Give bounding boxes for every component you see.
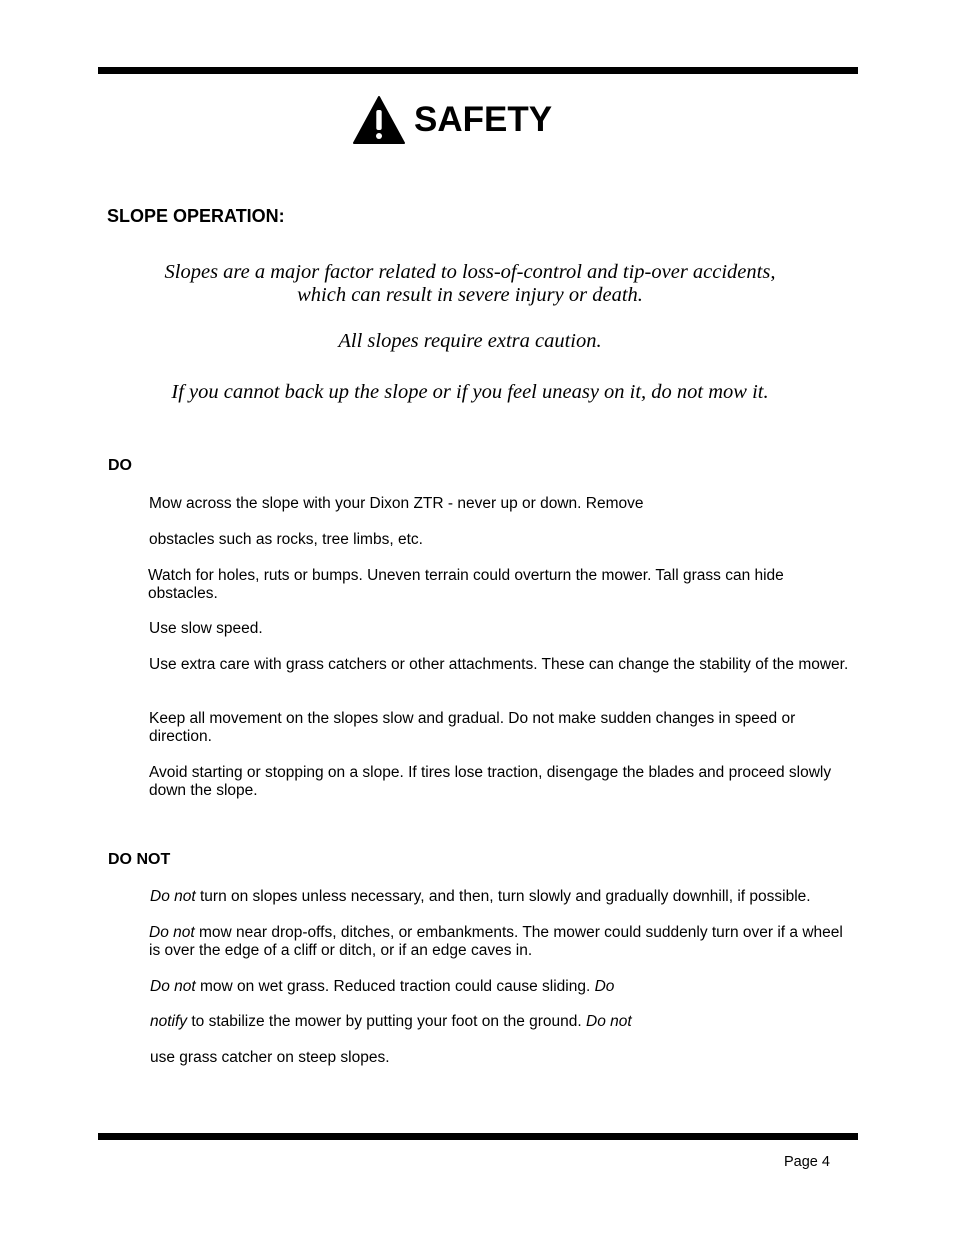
top-rule xyxy=(98,67,858,74)
warning-line: All slopes require extra caution. xyxy=(338,330,602,352)
page-title: SAFETY xyxy=(414,100,553,139)
do-item: Keep all movement on the slopes slow and gradual. Do not make sudden changes in speed or direction. xyxy=(149,710,796,745)
do-item: obstacles such as rocks, tree limbs, etc. xyxy=(149,531,423,548)
warning-triangle-icon xyxy=(352,95,406,145)
section-heading: SLOPE OPERATION: xyxy=(107,206,285,226)
do-heading: DO xyxy=(108,457,132,474)
do-item: Mow across the slope with your Dixon ZTR - never up or down. Remove xyxy=(149,495,644,512)
do-item: Avoid starting or stopping on a slope. If tires lose traction, disengage the blades and proceed slowly down the slope. xyxy=(149,764,832,799)
do-not-text: turn on slopes unless necessary, and then, turn slowly and gradually downhill, if possible. xyxy=(195,888,811,905)
do-item: Use extra care with grass catchers or other attachments. These can change the stability of the mower. xyxy=(149,656,849,673)
warning-line: If you cannot back up the slope or if you feel uneasy on it, do not mow it. xyxy=(171,381,769,403)
do-not-lead: Do not xyxy=(150,888,196,905)
do-item: Use slow speed. xyxy=(149,620,263,637)
do-not-lead: Do not xyxy=(149,924,195,941)
do-not-text: mow near drop-offs, ditches, or embankments. The mower could suddenly turn over if a wheel is over the edge of a cliff or ditch, or if an edge caves in. xyxy=(149,924,843,959)
do-not-tail: Do xyxy=(594,978,615,995)
do-not-item xyxy=(150,978,850,996)
do-not-text: use grass catcher on steep slopes. xyxy=(150,1049,390,1066)
do-not-tail: Do not xyxy=(586,1013,632,1030)
bottom-rule xyxy=(98,1133,858,1140)
do-not-item xyxy=(149,924,849,960)
do-not-item xyxy=(150,1013,850,1031)
do-not-heading: DO NOT xyxy=(108,851,171,868)
do-not-lead: notify xyxy=(150,1013,188,1030)
page-number: Page 4 xyxy=(784,1154,830,1170)
do-not-lead: Do not xyxy=(150,978,196,995)
warning-line: which can result in severe injury or death. xyxy=(297,284,643,306)
warning-line: Slopes are a major factor related to loss-of-control and tip-over accidents, xyxy=(164,261,776,283)
do-not-item xyxy=(150,888,850,906)
title-block xyxy=(352,95,552,145)
do-not-item xyxy=(150,1049,850,1067)
do-not-text: mow on wet grass. Reduced traction could cause sliding. xyxy=(195,978,595,995)
do-not-text: to stabilize the mower by putting your foot on the ground. xyxy=(187,1013,586,1030)
do-item: Watch for holes, ruts or bumps. Uneven terrain could overturn the mower. Tall grass can hide obstacles. xyxy=(148,567,784,602)
